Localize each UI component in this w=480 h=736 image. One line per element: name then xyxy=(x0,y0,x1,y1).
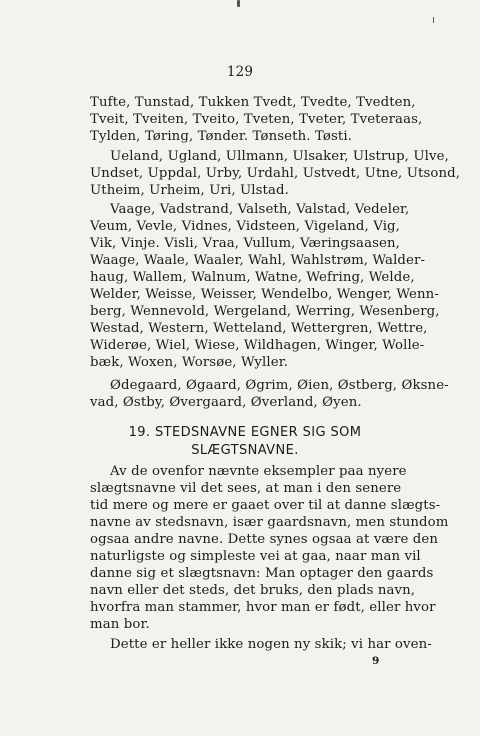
text-line: Tylden, Tøring, Tønder. Tønseth. Tøsti. xyxy=(90,129,352,144)
text-line: Utheim, Urheim, Uri, Ulstad. xyxy=(90,183,289,198)
text-line: Westad, Western, Wetteland, Wettergren, Wettre, xyxy=(90,321,428,336)
text-line: navn eller det steds, det bruks, den plads navn, xyxy=(90,583,416,598)
text-line: berg, Wennevold, Wergeland, Werring, Wesenberg, xyxy=(90,304,440,319)
paragraph-names-t xyxy=(90,94,423,145)
text-line: slægtsnavne vil det sees, at man i den senere xyxy=(90,481,402,496)
text-line: Veum, Vevle, Vidnes, Vidsteen, Vigeland, Vig, xyxy=(90,219,400,234)
paragraph-body xyxy=(90,463,449,633)
text-line: navne av stedsnavn, især gaardsnavn, men stundom xyxy=(90,515,449,530)
text-line: Undset, Uppdal, Urby, Urdahl, Ustvedt, Utne, Utsond, xyxy=(90,166,461,181)
paragraph-names-u xyxy=(90,148,461,199)
text-line: naturligste og simpleste vei at gaa, naar man vil xyxy=(90,549,421,564)
paragraph-continuation xyxy=(90,636,432,653)
printer-signature-mark: 9 xyxy=(372,655,380,667)
text-line: tid mere og mere er gaaet over til at danne slægts- xyxy=(90,498,441,513)
paragraph-names-v-w xyxy=(90,201,440,371)
text-line: Widerøe, Wiel, Wiese, Wildhagen, Winger, Wolle- xyxy=(90,338,425,353)
text-line: Waage, Waale, Waaler, Wahl, Wahlstrøm, Walder- xyxy=(90,253,426,268)
text-line: haug, Wallem, Walnum, Watne, Wefring, Welde, xyxy=(90,270,415,285)
text-line: Av de ovenfor nævnte eksempler paa nyere xyxy=(110,464,407,479)
text-line: Ueland, Ugland, Ullmann, Ulsaker, Ulstrup, Ulve, xyxy=(110,149,449,164)
paragraph-names-oe xyxy=(90,377,449,411)
text-line: hvorfra man stammer, hvor man er født, eller hvor xyxy=(90,600,436,615)
text-line: Tufte, Tunstad, Tukken Tvedt, Tvedte, Tvedten, xyxy=(90,95,416,110)
text-line: danne sig et slægtsnavn: Man optager den gaards xyxy=(90,566,434,581)
page-number: 129 xyxy=(226,64,254,80)
text-line: Dette er heller ikke nogen ny skik; vi har oven- xyxy=(110,637,432,652)
text-line: Ødegaard, Øgaard, Øgrim, Øien, Østberg, Øksne- xyxy=(110,378,449,393)
text-line: Vik, Vinje. Visli, Vraa, Vullum, Væringsaasen, xyxy=(90,236,400,251)
text-line: vad, Østby, Øvergaard, Øverland, Øyen. xyxy=(90,395,362,410)
section-heading-line: 19. STEDSNAVNE EGNER SIG SOM xyxy=(128,425,362,440)
print-speck xyxy=(237,0,240,7)
text-line: ogsaa andre navne. Dette synes ogsaa at være den xyxy=(90,532,439,547)
text-line: man bor. xyxy=(90,617,150,632)
text-line: Welder, Weisse, Weisser, Wendelbo, Wenger, Wenn- xyxy=(90,287,439,302)
section-heading xyxy=(90,424,400,460)
section-heading-line: SLÆGTSNAVNE. xyxy=(191,443,299,458)
print-speck xyxy=(433,17,434,23)
text-line: Vaage, Vadstrand, Valseth, Valstad, Vedeler, xyxy=(110,202,410,217)
text-line: Tveit, Tveiten, Tveito, Tveten, Tveter, Tveteraas, xyxy=(90,112,423,127)
text-line: bæk, Woxen, Worsøe, Wyller. xyxy=(90,355,289,370)
